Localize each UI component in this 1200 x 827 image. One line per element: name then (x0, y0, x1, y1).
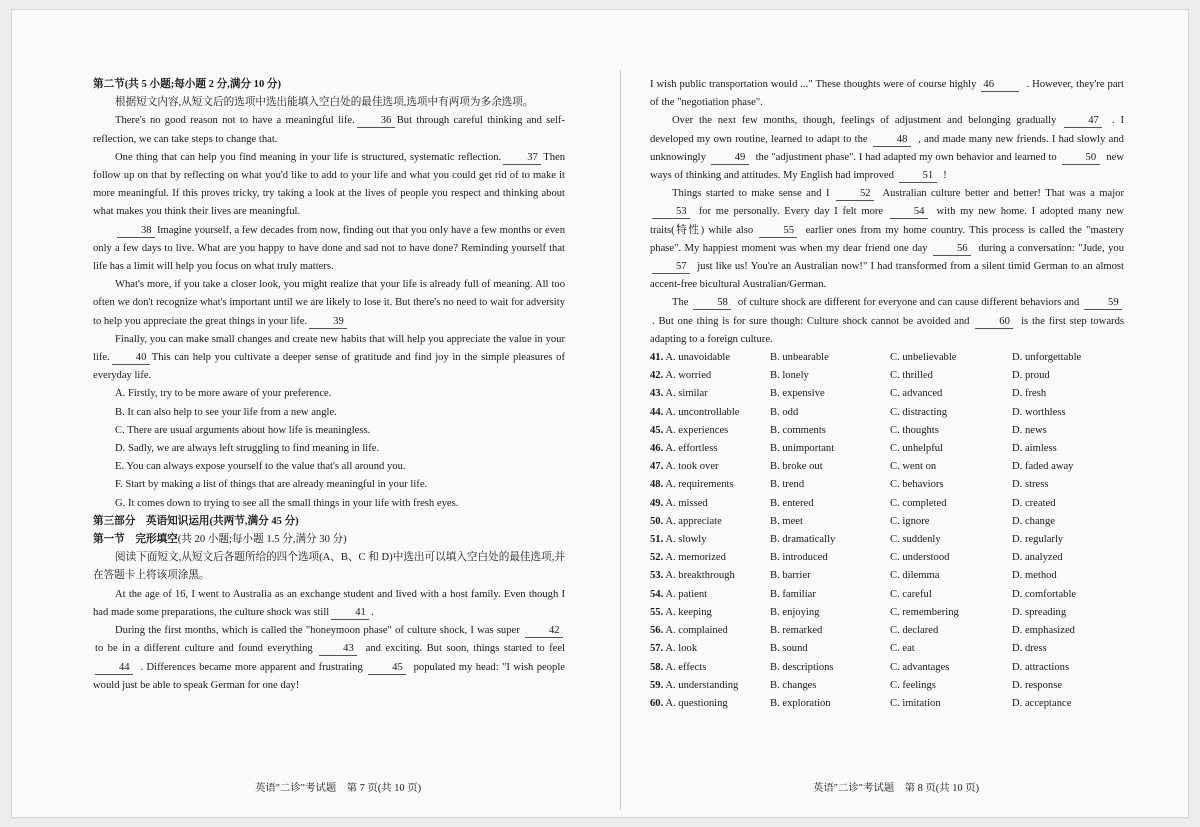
choice-d (1012, 586, 1124, 604)
choice-text: A. understanding (665, 679, 739, 691)
choice-text: B. descriptions (770, 661, 834, 673)
question-number: 48. (650, 479, 664, 491)
passage-text: Australian culture better and better! That was a major (882, 188, 1124, 200)
blank-53: 53 (652, 205, 690, 219)
option-d: D. Sadly, we are always left struggling to find meaning in life. (115, 443, 380, 455)
right-page (650, 76, 1124, 713)
choice-text: A. slowly (665, 534, 707, 546)
question-row (650, 349, 1124, 367)
choice-text: D. fresh (1012, 388, 1047, 400)
passage-text: and exciting. But soon, things started to feel (365, 643, 565, 655)
question-number: 47. (650, 461, 664, 473)
blank-47: 47 (1064, 114, 1102, 128)
choice-c (890, 677, 1012, 695)
choice-text: A. requirements (665, 479, 734, 491)
choice-text: C. suddenly (890, 534, 941, 546)
passage-text: But through careful thinking and self-reflection, we can take steps to change that. (93, 115, 565, 145)
choice-text: D. worthless (1012, 406, 1066, 418)
choice-text: C. thrilled (890, 370, 933, 382)
choice-a (650, 422, 770, 440)
choice-d (1012, 567, 1124, 585)
passage-text: During the first months, which is called the "honeymoon phase" of culture shock, I was super (115, 625, 520, 637)
question-row (650, 476, 1124, 494)
choice-a (650, 640, 770, 658)
choice-text: D. aimless (1012, 443, 1057, 455)
question-row (650, 367, 1124, 385)
choice-a (650, 404, 770, 422)
choice-b (770, 695, 890, 713)
choice-c (890, 349, 1012, 367)
choice-b (770, 531, 890, 549)
question-number: 58. (650, 661, 664, 673)
reading-passage (93, 112, 565, 385)
left-page (93, 76, 565, 695)
passage-text: earlier ones from my home country. This process is called the "mastery phase". My happiest moment was when my dear friend one day (650, 224, 1125, 254)
question-number: 45. (650, 424, 664, 436)
passage-text: Finally, you can make small changes and create new habits that will help you appreciate the value in your life. (93, 333, 565, 364)
choice-c (890, 495, 1012, 513)
question-number: 49. (650, 497, 664, 509)
choice-text: C. dilemma (890, 570, 940, 582)
page-fold-line (620, 70, 621, 810)
question-number: 46. (650, 443, 664, 455)
choice-text: B. entered (770, 497, 814, 509)
question-number: 53. (650, 570, 664, 582)
blank-58: 58 (693, 296, 731, 310)
passage-text: I wish public transportation would ..." These thoughts were of course highly (650, 79, 977, 90)
passage-text: This can help you cultivate a deeper sense of gratitude and find joy in the simple pleasures of everyday life. (93, 352, 565, 382)
choice-text: D. faded away (1012, 461, 1074, 473)
passage-text: What's more, if you take a closer look, you might realize that your life is already full of meaning. All too often we don't recognize what's important until we are likely to lose it. But there's no need to wait for adversity to help you appreciate the great things in your life. (93, 279, 565, 327)
section1-instruction: 阅读下面短文,从短文后各题所给的四个选项(A、B、C 和 D)中选出可以填入空白处的最佳选项,并在答题卡上将该项涂黑。 (93, 552, 565, 582)
passage-text: The (672, 297, 689, 309)
choice-text: C. behaviors (890, 479, 944, 491)
passage-paragraph (93, 112, 565, 148)
option-a: A. Firstly, try to be more aware of your preference. (115, 388, 332, 400)
choice-text: C. eat (890, 643, 915, 655)
choice-text: A. keeping (665, 606, 712, 618)
choice-text: C. thoughts (890, 424, 939, 436)
question-number: 42. (650, 370, 664, 382)
question-number: 50. (650, 515, 664, 527)
passage-text: ! (943, 170, 947, 182)
choice-text: C. remembering (890, 606, 959, 618)
choice-text: A. uncontrollable (665, 406, 740, 418)
blank-55: 55 (759, 224, 797, 238)
choice-d (1012, 695, 1124, 713)
choice-text: B. broke out (770, 461, 823, 473)
choice-c (890, 640, 1012, 658)
blank-41: 41 (331, 606, 369, 620)
blank-54: 54 (890, 205, 928, 219)
question-number: 55. (650, 606, 664, 618)
choice-text: B. odd (770, 406, 799, 418)
section1-heading (93, 531, 565, 549)
choice-text: C. unhelpful (890, 443, 943, 455)
choice-text: C. went on (890, 461, 937, 473)
choice-text: B. lonely (770, 370, 809, 382)
choice-c (890, 622, 1012, 640)
choice-a (650, 495, 770, 513)
choice-text: D. stress (1012, 479, 1049, 491)
choice-d (1012, 622, 1124, 640)
choice-text: D. spreading (1012, 606, 1067, 618)
passage-text: . (371, 606, 374, 618)
choice-a (650, 622, 770, 640)
choice-a (650, 695, 770, 713)
blank-50: 50 (1062, 151, 1100, 165)
choice-text: B. exploration (770, 697, 831, 709)
choice-a (650, 513, 770, 531)
question-number: 43. (650, 388, 664, 400)
choice-text: A. unavoidable (665, 352, 731, 364)
choice-c (890, 367, 1012, 385)
choice-b (770, 476, 890, 494)
choice-text: A. missed (665, 497, 708, 509)
choice-b (770, 622, 890, 640)
choice-text: C. unbelievable (890, 352, 957, 364)
choice-text: D. regularly (1012, 534, 1064, 546)
blank-52: 52 (836, 187, 874, 201)
blank-48: 48 (873, 133, 911, 147)
passage-text: is the first step towards adapting to a foreign culture. (650, 315, 1124, 345)
choice-b (770, 349, 890, 367)
choice-b (770, 677, 890, 695)
passage-text: just like us! You're an Australian now!" I had transformed from a silent timid German to an almost accent-free bicultural Australian/German. (650, 261, 1124, 291)
choice-text: C. advanced (890, 388, 943, 400)
choice-d (1012, 549, 1124, 567)
blank-60: 60 (975, 315, 1013, 329)
choice-a (650, 476, 770, 494)
choice-b (770, 640, 890, 658)
choice-text: B. meet (770, 515, 803, 527)
choice-a (650, 567, 770, 585)
choice-d (1012, 385, 1124, 403)
question-row (650, 640, 1124, 658)
choice-b (770, 659, 890, 677)
choice-c (890, 476, 1012, 494)
blank-36: 36 (357, 114, 395, 128)
question-row (650, 695, 1124, 713)
choice-text: C. imitation (890, 697, 941, 709)
choice-b (770, 385, 890, 403)
choice-text: D. method (1012, 570, 1057, 582)
question-row (650, 677, 1124, 695)
choice-c (890, 659, 1012, 677)
choice-text: C. feelings (890, 679, 936, 691)
question-number: 54. (650, 588, 664, 600)
choice-a (650, 531, 770, 549)
blank-46: 46 (981, 78, 1019, 92)
passage-text: for me personally. Every day I felt more (698, 206, 884, 218)
blank-42: 42 (525, 624, 563, 638)
blank-39: 39 (309, 315, 347, 329)
choice-c (890, 695, 1012, 713)
choice-b (770, 440, 890, 458)
choice-text: B. sound (770, 643, 808, 655)
choice-c (890, 385, 1012, 403)
section2-heading: 第二节(共 5 小题;每小题 2 分,满分 10 分) (93, 79, 282, 90)
choice-b (770, 495, 890, 513)
passage-text: of culture shock are different for everyone and can cause different behaviors and (737, 297, 1080, 309)
choice-b (770, 513, 890, 531)
choice-text: A. look (665, 643, 698, 655)
passage-paragraph (93, 222, 565, 277)
footer-page-8: 英语"二诊"考试题 第 8 页(共 10 页) (813, 783, 980, 794)
passage-text: the "adjustment phase". I had adapted my own behavior and learned to (755, 151, 1057, 163)
choice-a (650, 440, 770, 458)
choice-text: A. effortless (665, 443, 718, 455)
choice-text: B. changes (770, 679, 817, 691)
option-g: G. It comes down to trying to see all the small things in your life with fresh eyes. (115, 497, 459, 509)
blank-37: 37 (503, 151, 541, 165)
choice-text: C. declared (890, 625, 939, 637)
choice-c (890, 586, 1012, 604)
passage-text: populated my head: "I wish people would just be able to speak German for one day! (93, 661, 565, 691)
choice-text: B. barrier (770, 570, 811, 582)
choice-text: B. unimportant (770, 443, 835, 455)
choice-d (1012, 476, 1124, 494)
choice-text: A. appreciate (665, 515, 722, 527)
choice-b (770, 586, 890, 604)
blank-51: 51 (899, 169, 937, 183)
choice-text: D. response (1012, 679, 1063, 691)
question-number: 52. (650, 552, 664, 564)
question-row (650, 404, 1124, 422)
choice-b (770, 567, 890, 585)
question-row (650, 531, 1124, 549)
choice-text: D. change (1012, 515, 1055, 527)
question-row (650, 586, 1124, 604)
question-row (650, 659, 1124, 677)
option-e: E. You can always expose yourself to the value that's all around you. (115, 461, 406, 473)
choice-text: B. introduced (770, 552, 828, 564)
choice-text: B. dramatically (770, 534, 836, 546)
cloze-paragraph (93, 622, 565, 695)
blank-38: 38 (117, 224, 155, 238)
choice-c (890, 549, 1012, 567)
passage-text: Things started to make sense and I (672, 188, 830, 200)
choice-text: A. questioning (665, 697, 728, 709)
choice-d (1012, 349, 1124, 367)
choice-text: C. advantages (890, 661, 950, 673)
reading-options (93, 385, 565, 512)
choice-text: B. comments (770, 424, 826, 436)
choice-text: D. news (1012, 424, 1047, 436)
choice-b (770, 404, 890, 422)
choice-a (650, 549, 770, 567)
passage-text: Then follow up on that by reflecting on what you'd like to add to your life and what you could get rid of to make it more meaningful. If this proves tricky, try taking a look at the lives of people you respect and thinking about what makes you think their lives are meaningful. (93, 151, 565, 218)
blank-40: 40 (112, 351, 150, 365)
passage-text: . But one thing is for sure though: Culture shock cannot be avoided and (652, 315, 970, 327)
section1-points: (共 20 小题;每小题 1.5 分,满分 30 分) (177, 534, 347, 546)
choice-text: B. enjoying (770, 606, 820, 618)
passage-text: There's no good reason not to have a meaningful life. (115, 115, 355, 127)
choice-text: D. comfortable (1012, 588, 1077, 600)
choice-d (1012, 404, 1124, 422)
choice-d (1012, 604, 1124, 622)
blank-56: 56 (933, 242, 971, 256)
section1-label: 第一节 完形填空 (93, 534, 178, 546)
part3-heading: 第三部分 英语知识运用(共两节,满分 45 分) (93, 515, 299, 527)
blank-49: 49 (711, 151, 749, 165)
passage-text: . However, they're part of the "negotiation phase". (650, 79, 1124, 109)
passage-text: during a conversation: "Jude, you (978, 242, 1125, 254)
choice-text: D. acceptance (1012, 697, 1072, 709)
choice-text: D. attractions (1012, 661, 1070, 673)
option-c: C. There are usual arguments about how life is meaningless. (115, 424, 371, 436)
choice-a (650, 385, 770, 403)
choice-text: A. effects (665, 661, 707, 673)
blank-45: 45 (368, 661, 406, 675)
blank-43: 43 (319, 642, 357, 656)
choice-c (890, 440, 1012, 458)
choice-text: D. proud (1012, 370, 1050, 382)
choice-text: D. created (1012, 497, 1056, 509)
choice-text: A. worried (665, 370, 712, 382)
option-b: B. It can also help to see your life from a new angle. (115, 406, 337, 418)
choice-b (770, 422, 890, 440)
choice-b (770, 458, 890, 476)
choice-text: A. complained (665, 625, 728, 637)
question-row (650, 549, 1124, 567)
passage-paragraph (93, 331, 565, 386)
choice-text: A. breakthrough (665, 570, 735, 582)
choice-a (650, 586, 770, 604)
choices-table (650, 349, 1124, 713)
passage-text: . Differences became more apparent and frustrating (140, 661, 363, 673)
question-number: 56. (650, 625, 664, 637)
passage-text: to be in a different culture and found everything (95, 643, 313, 655)
passage-text: with my new home. I adopted many new traits(特性) while also (650, 206, 1124, 236)
choice-text: B. trend (770, 479, 805, 491)
choice-a (650, 367, 770, 385)
choice-d (1012, 531, 1124, 549)
question-row (650, 422, 1124, 440)
choice-c (890, 513, 1012, 531)
choice-text: A. memorized (665, 552, 726, 564)
blank-59: 59 (1084, 296, 1122, 310)
question-number: 44. (650, 406, 664, 418)
question-row (650, 604, 1124, 622)
option-f: F. Start by making a list of things that are already meaningful in your life. (115, 479, 428, 491)
choice-b (770, 604, 890, 622)
question-number: 51. (650, 534, 664, 546)
passage-text: . I developed my own routine, learned to adapt to the (650, 115, 1124, 145)
choice-c (890, 604, 1012, 622)
passage-paragraph (93, 276, 565, 331)
choice-a (650, 659, 770, 677)
passage-paragraph (93, 149, 565, 222)
choice-d (1012, 458, 1124, 476)
passage-text: One thing that can help you find meaning in your life is structured, systematic reflection. (115, 151, 502, 163)
cloze-paragraph (93, 586, 565, 622)
choice-c (890, 531, 1012, 549)
passage-text: Over the next few months, though, feelings of adjustment and belonging gradually (672, 115, 1057, 127)
cloze-paragraph (650, 185, 1124, 294)
choice-b (770, 367, 890, 385)
passage-text: Imagine yourself, a few decades from now, finding out that you only have a few months or even only a few days to live. What are you happy to have done and sad not to have done? Reminding yourself that life has a limit will help you focus on what truly matters. (93, 224, 565, 273)
choice-text: D. unforgettable (1012, 352, 1082, 364)
passage-text: new ways of thinking and attitudes. My English had improved (650, 151, 1125, 182)
choice-text: A. similar (665, 388, 708, 400)
cloze-paragraph (650, 112, 1124, 185)
choice-c (890, 458, 1012, 476)
choice-text: C. completed (890, 497, 947, 509)
choice-d (1012, 495, 1124, 513)
question-row (650, 385, 1124, 403)
choice-b (770, 549, 890, 567)
footer-page-7: 英语"二诊"考试题 第 7 页(共 10 页) (255, 783, 422, 794)
question-row (650, 495, 1124, 513)
question-row (650, 458, 1124, 476)
choice-d (1012, 513, 1124, 531)
cloze-paragraph (650, 294, 1124, 349)
passage-text: At the age of 16, I went to Australia as an exchange student and lived with a host family. Even though I had made some preparations, the culture shock was still (93, 588, 565, 618)
question-row (650, 567, 1124, 585)
blank-44: 44 (95, 661, 133, 675)
choice-text: B. familiar (770, 588, 816, 600)
question-number: 59. (650, 679, 664, 691)
choice-a (650, 349, 770, 367)
choice-text: B. unbearable (770, 352, 829, 364)
choice-text: A. experiences (665, 424, 729, 436)
choice-text: C. ignore (890, 515, 930, 527)
choice-text: A. patient (665, 588, 708, 600)
question-number: 41. (650, 352, 664, 364)
choice-c (890, 567, 1012, 585)
section2-instruction: 根据短文内容,从短文后的选项中选出能填入空白处的最佳选项,选项中有两项为多余选项。 (115, 97, 534, 109)
choice-a (650, 604, 770, 622)
question-number: 57. (650, 643, 664, 655)
choice-text: B. remarked (770, 625, 823, 637)
question-row (650, 622, 1124, 640)
choice-d (1012, 677, 1124, 695)
choice-d (1012, 640, 1124, 658)
cloze-paragraph (650, 76, 1124, 112)
choice-d (1012, 422, 1124, 440)
choice-text: D. analyzed (1012, 552, 1063, 564)
question-row (650, 440, 1124, 458)
choice-d (1012, 440, 1124, 458)
choice-c (890, 404, 1012, 422)
passage-text: , and made many new friends. I had slowly and unknowingly (650, 133, 1124, 163)
choice-a (650, 458, 770, 476)
choice-a (650, 677, 770, 695)
blank-57: 57 (652, 260, 690, 274)
choice-text: A. took over (665, 461, 719, 473)
choice-text: C. distracting (890, 406, 948, 418)
choice-d (1012, 367, 1124, 385)
choice-d (1012, 659, 1124, 677)
choice-text: C. understood (890, 552, 950, 564)
question-row (650, 513, 1124, 531)
choice-text: C. careful (890, 588, 932, 600)
choice-c (890, 422, 1012, 440)
choice-text: D. dress (1012, 643, 1047, 655)
question-number: 60. (650, 697, 664, 709)
choice-text: B. expensive (770, 388, 825, 400)
choice-text: D. emphasized (1012, 625, 1075, 637)
